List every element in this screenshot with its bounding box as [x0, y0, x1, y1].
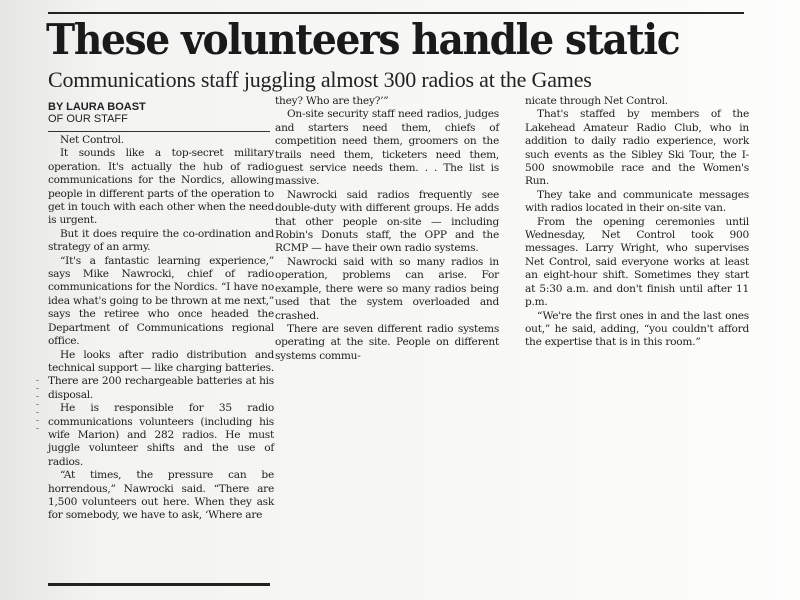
- paragraph: Net Control.: [60, 134, 124, 146]
- paragraph: They take and communicate messages with radios located in their on-site van.: [525, 188, 749, 215]
- paragraph: That's staffed by members of the Lakehead Amateur Radio Club, who in addition to daily radio experience, work such events as the Sibley Ski Tour, the I-500 snowmobile race and the Women's Run.: [525, 108, 749, 188]
- paragraph: “At times, the pressure can be horrendous,” Nawrocki said. “There are 1,500 volunteers out here. When they ask for somebody, we have to ask, ‘Where are: [48, 469, 274, 522]
- paragraph: they? Who are they?’”: [275, 95, 389, 107]
- byline-affiliation: OF OUR STAFF: [48, 113, 128, 125]
- paragraph: He is responsible for 35 radio communications volunteers (including his wife Marion) and 282 radios. He must juggle volunteer shifts and the use of radios.: [48, 402, 274, 468]
- article-column-2: [275, 95, 499, 363]
- paragraph: It sounds like a top-secret military operation. It's actually the hub of radio communications for the Nordics, allowing people in different parts of the operation to get in touch with each other when the need is urgent.: [48, 147, 274, 227]
- paragraph: From the opening ceremonies until Wednesday, Net Control took 900 messages. Larry Wright, who supervises Net Control, said everyone works at least an eight-hour shift. Sometimes they start at 5:30 a.m. and don't finish until after 11 p.m.: [525, 215, 749, 309]
- paragraph: On-site security staff need radios, judges and starters need them, chiefs of competition need them, groomers on the trails need them, ticketers need them, guest service needs them. . . The list is massive.: [275, 108, 499, 188]
- paragraph: But it does require the co-ordination and strategy of an army.: [48, 227, 274, 254]
- paragraph: nicate through Net Control.: [525, 95, 668, 107]
- paragraph: There are seven different radio systems operating at the site. People on different systems commu-: [275, 322, 499, 362]
- headline: These volunteers handle static: [46, 15, 680, 64]
- article-column-3: [525, 95, 749, 350]
- paragraph: “It's a fantastic learning experience,” says Mike Nawrocki, chief of radio communications for the Nordics. “I have no idea what's going to be thrown at me next,” says the retiree who once headed the Department of Communications regional office.: [48, 254, 274, 348]
- bottom-rule: [48, 583, 270, 586]
- article-column-1: [48, 134, 274, 523]
- byline: [48, 101, 270, 132]
- margin-dots: [36, 380, 39, 430]
- paragraph: “We're the first ones in and the last ones out,” he said, adding, “you couldn't afford the expertise that is in this room.”: [525, 309, 749, 349]
- byline-author: BY LAURA BOAST: [48, 101, 146, 113]
- paragraph: Nawrocki said with so many radios in operation, problems can arise. For example, there were so many radios being used that the system overloaded and crashed.: [275, 255, 499, 322]
- subheadline: Communications staff juggling almost 300 radios at the Games: [48, 67, 592, 92]
- paragraph: Nawrocki said radios frequently see double-duty with different groups. He adds that other people on-site — including Robin's Donuts staff, the OPP and the RCMP — have their own radio systems.: [275, 188, 499, 255]
- paragraph: He looks after radio distribution and technical support — like charging batteries. There are 200 rechargeable batteries at his disposal.: [48, 348, 274, 401]
